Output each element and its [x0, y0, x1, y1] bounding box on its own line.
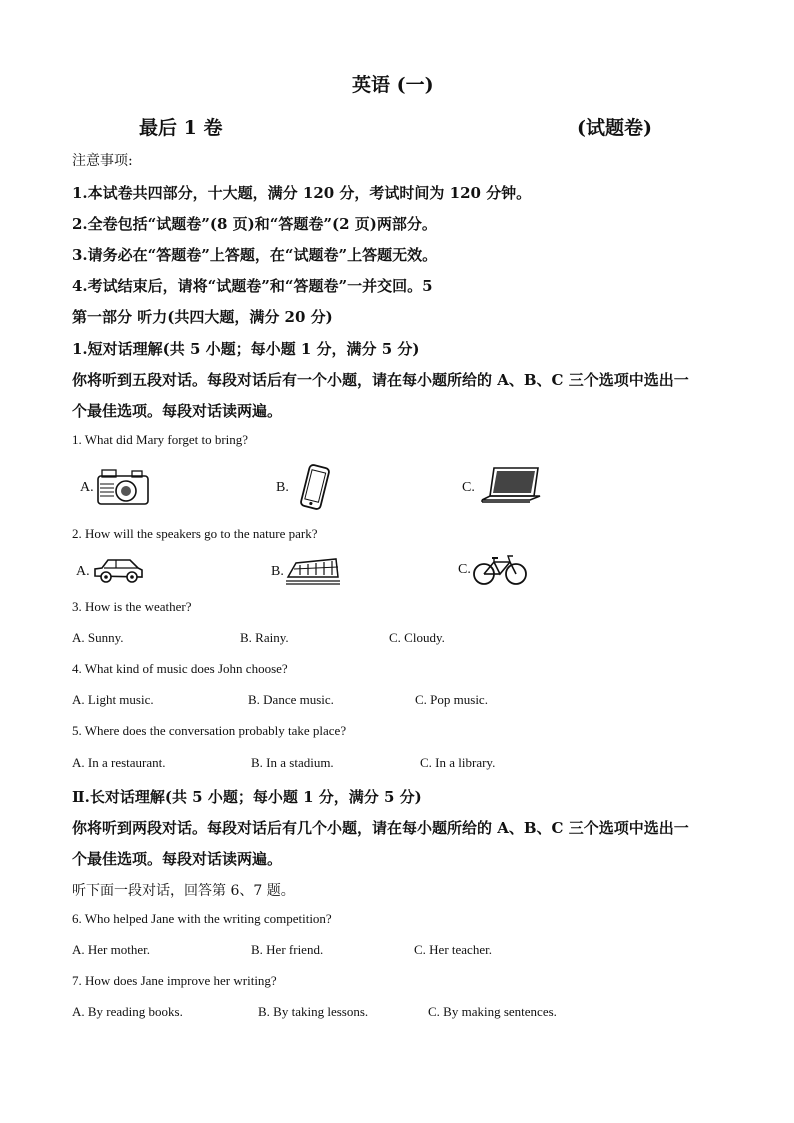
- notice-item: 1.本试卷共四部分，十大题，满分 120 分，考试时间为 120 分钟。: [72, 184, 532, 202]
- volume-label: 最后 1 卷: [139, 117, 223, 139]
- notice-item: 2.全卷包括“试题卷”(8 页)和“答题卷”(2 页)两部分。: [72, 215, 437, 233]
- option-b: B. By taking lessons.: [258, 1004, 369, 1019]
- option-label: C.: [458, 562, 471, 577]
- question-6: 6. Who helped Jane with the writing competition?: [72, 911, 332, 926]
- laptop-icon: [478, 466, 542, 506]
- option-label: C.: [462, 480, 475, 495]
- option-label: A.: [80, 480, 94, 495]
- option-b: B. Rainy.: [240, 630, 289, 645]
- question-2: 2. How will the speakers go to the nature park?: [72, 526, 318, 541]
- part-heading: 第一部分 听力(共四大题，满分 20 分): [72, 308, 333, 326]
- option-c: C. Cloudy.: [389, 630, 445, 645]
- question-4: 4. What kind of music does John choose?: [72, 661, 288, 676]
- section-instruction: 你将听到五段对话。每段对话后有一个小题，请在每小题所给的 A、B、C 三个选项中选出一: [72, 371, 689, 389]
- option-a: A. By reading books.: [72, 1004, 183, 1019]
- notice-heading: 注意事项:: [72, 153, 133, 169]
- section-heading: 1.短对话理解(共 5 小题；每小题 1 分，满分 5 分): [72, 340, 420, 358]
- option-label: A.: [76, 564, 90, 579]
- phone-icon: [297, 464, 333, 510]
- section-instruction: 你将听到两段对话。每段对话后有几个小题，请在每小题所给的 A、B、C 三个选项中选出一: [72, 819, 689, 837]
- question-5: 5. Where does the conversation probably take place?: [72, 723, 347, 738]
- question-3: 3. How is the weather?: [72, 599, 192, 614]
- section-instruction: 个最佳选项。每段对话读两遍。: [72, 850, 283, 868]
- option-c: C. Pop music.: [415, 692, 488, 707]
- section-heading: Ⅱ.长对话理解(共 5 小题；每小题 1 分，满分 5 分): [72, 788, 422, 806]
- option-c: C. By making sentences.: [428, 1004, 557, 1019]
- option-b: B. Her friend.: [251, 942, 324, 957]
- question-1: 1. What did Mary forget to bring?: [72, 432, 249, 447]
- option-b: B. In a stadium.: [251, 755, 334, 770]
- car-icon: [92, 556, 144, 586]
- exam-title: 英语 (一): [352, 74, 434, 96]
- paper-type-label: (试题卷): [577, 117, 652, 139]
- option-c: C. In a library.: [420, 755, 496, 770]
- option-a: A. In a restaurant.: [72, 755, 166, 770]
- option-c: C. Her teacher.: [414, 942, 492, 957]
- option-a: A. Sunny.: [72, 630, 124, 645]
- option-a: A. Her mother.: [72, 942, 150, 957]
- notice-item: 3.请务必在“答题卷”上答题，在“试题卷”上答题无效。: [72, 246, 438, 264]
- camera-icon: [96, 466, 150, 506]
- bicycle-icon: [472, 552, 528, 586]
- option-label: B.: [276, 480, 289, 495]
- option-a: A. Light music.: [72, 692, 154, 707]
- option-label: B.: [271, 564, 284, 579]
- question-7: 7. How does Jane improve her writing?: [72, 973, 277, 988]
- dialogue-instruction: 听下面一段对话，回答第 6、7 题。: [72, 883, 295, 899]
- notice-item: 4.考试结束后，请将“试题卷”和“答题卷”一并交回。5: [72, 277, 433, 295]
- section-instruction: 个最佳选项。每段对话读两遍。: [72, 402, 283, 420]
- train-icon: [286, 555, 340, 587]
- option-b: B. Dance music.: [248, 692, 334, 707]
